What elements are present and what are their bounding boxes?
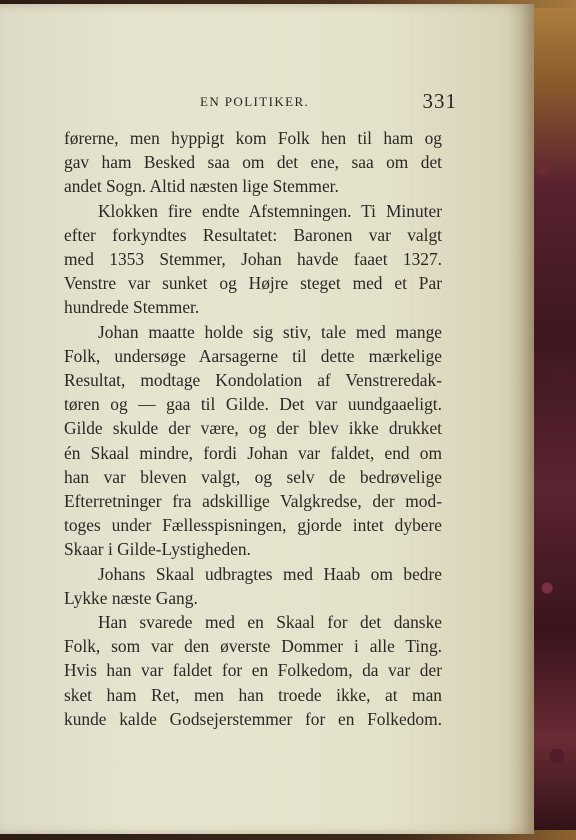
text-line: Skaar i Gilde-Lystigheden. [64,539,251,560]
text-line: én Skaal mindre, fordi Johan var faldet, end om [64,442,442,463]
text-line: med 1353 Stemmer, Johan havde faaet 1327. [64,249,442,270]
text-line: Johan maatte holde sig stiv, tale med mange [98,321,442,342]
book-page [0,4,534,834]
text-line: hundrede Stemmer. [64,297,200,318]
paragraph [64,199,442,320]
paragraph [64,320,442,562]
page-header [60,90,460,114]
text-line: Han svarede med en Skaal for det danske [98,612,442,633]
text-line: tøren og — gaa til Gilde. Det var uundgaaeligt. [64,394,442,415]
page-number: 331 [422,89,457,113]
text-line: Efterretninger fra adskillige Valgkredse, der mod- [64,491,442,512]
text-line: Lykke næste Gang. [64,587,198,608]
running-title: EN POLITIKER. [200,94,310,109]
text-line: sket ham Ret, men han troede ikke, at man [64,684,442,705]
text-line: andet Sogn. Altid næsten lige Stemmer. [64,176,339,197]
paragraph [64,610,442,731]
text-line: kunde kalde Godsejerstemmer for en Folkedom. [64,708,442,729]
text-line: efter forkyndtes Resultatet: Baronen var valgt [64,224,442,245]
text-line: Folk, som var den øverste Dommer i alle Ting. [64,636,442,657]
text-line: førerne, men hyppigt kom Folk hen til ham og [64,128,442,148]
text-line: Johans Skaal udbragtes med Haab om bedre [98,563,442,584]
paragraph [64,562,442,610]
text-line: Klokken fire endte Afstemningen. Ti Minuter [98,200,442,221]
body-text [64,126,442,731]
text-line: Folk, undersøge Aarsagerne til dette mærkelige [64,345,442,366]
text-line: Hvis han var faldet for en Folkedom, da var der [64,660,442,681]
page-gutter [508,4,534,834]
book-spine [528,0,576,840]
text-line: toges under Fællesspisningen, gjorde intet dybere [64,515,442,536]
paragraph [64,126,442,199]
text-line: gav ham Besked saa om det ene, saa om det [64,152,442,173]
text-line: Venstre var sunket og Højre steget med et Par [64,273,442,294]
text-line: Gilde skulde der være, og der blev ikke drukket [64,418,442,439]
text-line: han var bleven valgt, og selv de bedrøvelige [64,466,442,487]
text-line: Resultat, modtage Kondolation af Venstreredak- [64,370,442,391]
